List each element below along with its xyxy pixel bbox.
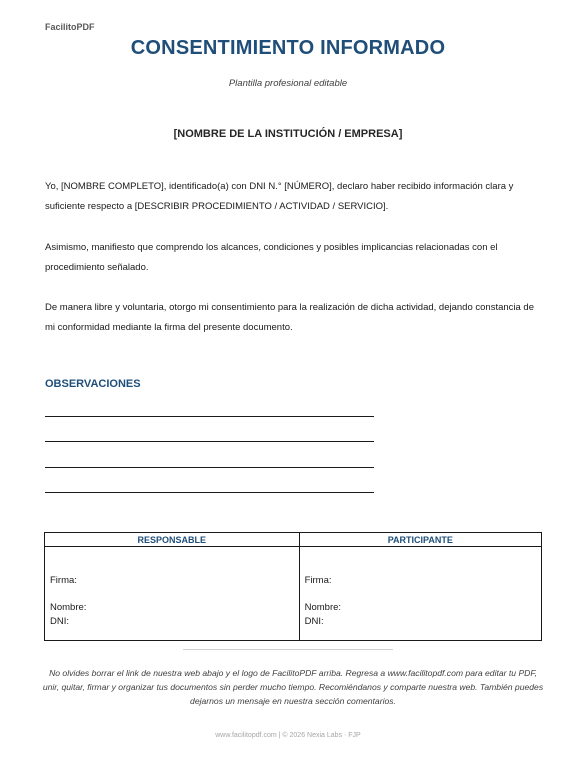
firma-label: Firma: [50, 575, 77, 586]
institution-name: [NOMBRE DE LA INSTITUCIÓN / EMPRESA] [173, 128, 403, 140]
signature-cell-responsable[interactable] [45, 547, 300, 641]
consent-paragraph-3: De manera libre y voluntaria, otorgo mi consentimiento para la realización de dicha actividad, dejando constancia de mi conformidad mediante la firma del presente documento. [45, 302, 535, 333]
document-title: CONSENTIMIENTO INFORMADO [130, 37, 446, 59]
firma-label: Firma: [304, 575, 332, 586]
brand-logo-text: FacilitoPDF [45, 22, 95, 32]
observation-line[interactable] [45, 492, 374, 493]
signature-table [44, 532, 542, 641]
dni-label: DNI: [304, 616, 324, 627]
column-header-responsable: RESPONSABLE [45, 533, 300, 547]
consent-paragraph-1: Yo, [NOMBRE COMPLETO], identificado(a) con DNI N.° [NÚMERO], declaro haber recibido información clara y suficiente respecto a [DESCRIBIR PROCEDIMIENTO / ACTIVIDAD / SERVICIO]. [45, 181, 514, 212]
document-subtitle: Plantilla profesional editable [228, 78, 348, 89]
observations-heading: OBSERVACIONES [45, 378, 141, 390]
observation-line[interactable] [45, 416, 374, 417]
nombre-label: Nombre: [50, 602, 87, 613]
nombre-label: Nombre: [304, 602, 342, 613]
page-footer: www.facilitopdf.com | © 2026 Nexia Labs · FJP [215, 732, 361, 739]
divider [183, 649, 393, 650]
consent-paragraph-2: Asimismo, manifiesto que comprendo los alcances, condiciones y posibles implicancias relacionadas con el procedimiento señalado. [45, 242, 498, 273]
signature-cell-participante[interactable] [299, 547, 541, 641]
observation-line[interactable] [45, 467, 374, 468]
editor-note: No olvides borrar el link de nuestra web abajo y el logo de FacilitoPDF arriba. Regresa a www.facilitopdf.com para editar tu PDF, unir, quitar, firmar y organizar tus documentos sin perder mucho tiempo. Recomiéndanos y comparte nuestra web. También puedes dejarnos un mensaje en nuestra sección comentarios. [42, 668, 544, 706]
observation-line[interactable] [45, 441, 374, 442]
dni-label: DNI: [50, 616, 69, 627]
column-header-participante: PARTICIPANTE [299, 533, 541, 547]
